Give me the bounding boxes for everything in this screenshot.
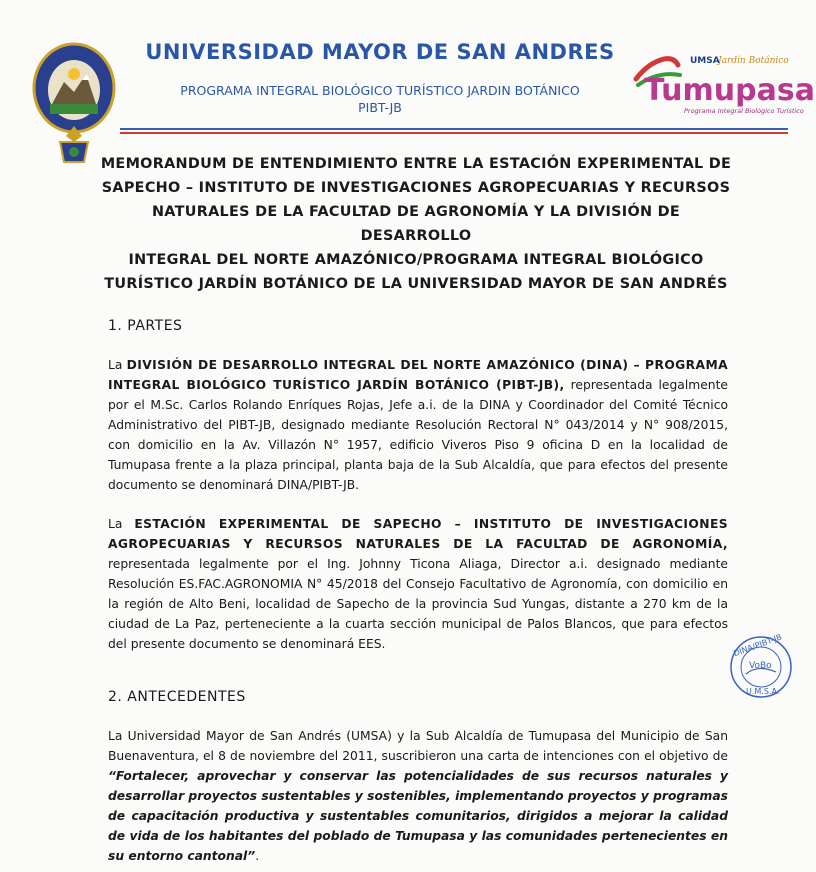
paragraph-ees [108,514,728,654]
paragraph-dina-bold: DIVISIÓN DE DESARROLLO INTEGRAL DEL NORTE AMAZÓNICO (DINA) – PROGRAMA INTEGRAL BIOLÓGICO TURÍSTICO JARDÍN BOTÁNICO (PIBT-JB), [108,358,729,392]
section-heading-partes: 1. PARTES [108,318,183,334]
stamp-bottom-text: U.M.S.A. [746,687,780,696]
paragraph-dina-rest: representada legalmente por el M.Sc. Carlos Rolando Enríques Rojas, Jefe a.i. de la DINA y Coordinador del Comité Técnico Administrativo del PIBT-JB, designado mediante Resolución Rectoral N° 043/2014 y N° 908/2015, con domicilio en la Av. Villazón N° 1957, edificio Viveros Piso 9 oficina D en la localidad de Tumupasa frente a la plaza principal, planta baja de la Sub Alcaldía, que para efectos del presente documento se denominará DINA/PIBT-JB. [108,378,728,492]
program-name-line2: PIBT-JB [358,100,402,115]
program-name [120,82,640,116]
paragraph-dina [108,355,728,495]
university-name: UNIVERSIDAD MAYOR DE SAN ANDRES [145,40,615,64]
section-heading-antecedentes: 2. ANTECEDENTES [108,689,246,705]
header-rule-blue [120,128,788,130]
paragraph-antecedentes-quote: “Fortalecer, aprovechar y conservar las potencialidades de sus recursos naturales y desarrollar proyectos sustentables y sostenibles, implementando proyectos y programas de capacitación productiva y sustentables comunitarios, dirigidos a mejorar la calidad de vida de los habitantes del poblado de Tumupasa y las comunidades pertenecientes en su entorno cantonal” [108,769,728,863]
memo-title-line: MEMORANDUM DE ENTENDIMIENTO ENTRE LA ESTACIÓN EXPERIMENTAL DE [100,156,732,172]
program-name-line1: PROGRAMA INTEGRAL BIOLÓGICO TURÍSTICO JARDIN BOTÁNICO [180,83,580,98]
paragraph-antecedentes [108,726,728,866]
tumupasa-logo [628,45,815,120]
logo-umsa: UMSA [690,56,720,66]
university-seal-icon [30,38,118,170]
stamp-middle-text: VoBo [749,661,772,671]
paragraph-ees-bold: ESTACIÓN EXPERIMENTAL DE SAPECHO – INSTITUTO DE INVESTIGACIONES AGROPECUARIAS Y RECURSOS NATURALES DE LA FACULTAD DE AGRONOMÍA, [108,517,729,551]
logo-main: Tumupasa [644,73,815,108]
paragraph-ees-rest: representada legalmente por el Ing. Johnny Ticona Aliaga, Director a.i. designado mediante Resolución ES.FAC.AGRONOMIA N° 45/2018 del Consejo Facultativo de Agronomía, con domicilio en la región de Alto Beni, localidad de Sapecho de la provincia Sud Yungas, distante a 270 km de la ciudad de La Paz, perteneciente a la cuarta sección municipal de Palos Blancos, que para efectos del presente documento se denominará EES. [108,557,728,651]
stamp-top-text: DINA/PIBT-JB [732,632,784,659]
official-stamp [728,634,794,700]
paragraph-antecedentes-end: . [255,849,260,863]
logo-sub: Programa Integral Biológico Turístico [684,107,804,115]
memo-title-line: NATURALES DE LA FACULTAD DE AGRONOMÍA Y LA DIVISIÓN DE DESARROLLO [151,204,681,244]
header-rule-red [120,132,788,134]
memo-title-line: SAPECHO – INSTITUTO DE INVESTIGACIONES AGROPECUARIAS Y RECURSOS [101,180,731,196]
memo-title-line: INTEGRAL DEL NORTE AMAZÓNICO/PROGRAMA INTEGRAL BIOLÓGICO [128,252,704,268]
logo-jardin: Jardín Botánico [718,56,789,66]
paragraph-ees-pre: La [108,517,135,531]
memo-title-line: TURÍSTICO JARDÍN BOTÁNICO DE LA UNIVERSIDAD MAYOR DE SAN ANDRÉS [104,276,728,292]
paragraph-dina-pre: La [108,358,127,372]
paragraph-antecedentes-pre: La Universidad Mayor de San Andrés (UMSA) y la Sub Alcaldía de Tumupasa del Municipio de San Buenaventura, el 8 de noviembre del 2011, suscribieron una carta de intenciones con el objetivo de [108,729,728,763]
memo-title [96,152,736,296]
letterhead [0,0,816,170]
